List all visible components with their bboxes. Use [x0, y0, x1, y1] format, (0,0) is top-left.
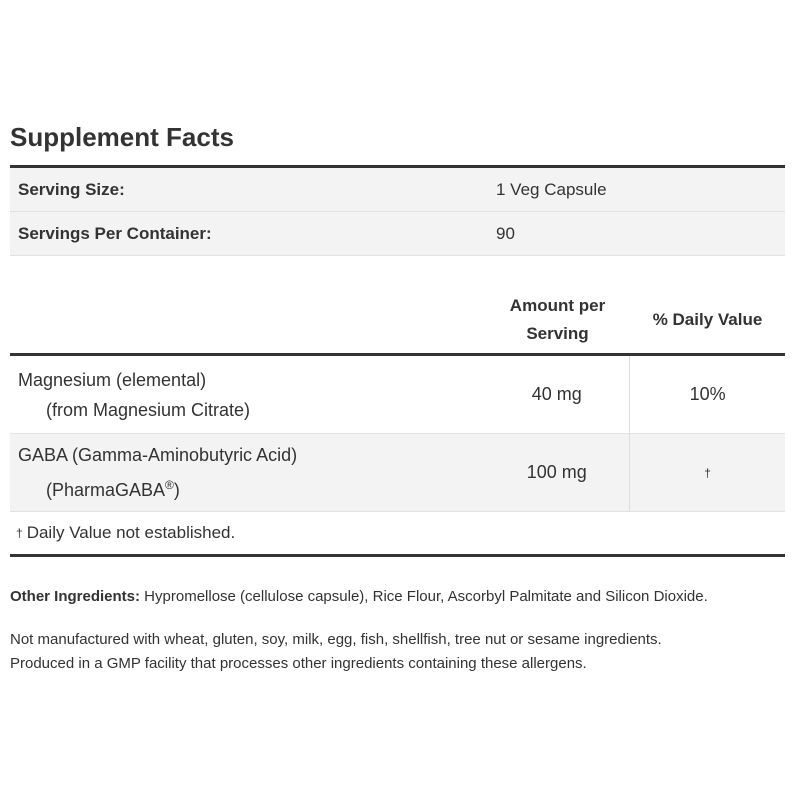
- column-header-row: [10, 286, 785, 353]
- serving-size-label: Serving Size:: [18, 179, 125, 199]
- serving-size-row: [10, 168, 785, 211]
- daily-value-footnote: [10, 512, 785, 554]
- nutrient-name-cell: [10, 434, 484, 511]
- nutrient-row-magnesium: [10, 356, 785, 433]
- nutrient-source: [18, 470, 484, 505]
- nutrient-amount: 40 mg: [531, 384, 582, 404]
- amount-header-line2: Serving: [526, 323, 589, 343]
- amount-column-header: [485, 292, 630, 348]
- nutrient-source-text: (PharmaGABA: [46, 480, 166, 500]
- nutrient-daily-value: †: [629, 434, 785, 511]
- section-spacer: [10, 255, 785, 286]
- nutrient-name: Magnesium (elemental): [18, 369, 207, 390]
- serving-size-value: 1 Veg Capsule: [496, 179, 607, 199]
- nutrient-name: GABA (Gamma-Aminobutyric Acid): [18, 445, 298, 465]
- nutrient-source-close: ): [173, 480, 180, 500]
- daily-value-column-header: % Daily Value: [652, 309, 763, 329]
- nutrient-name-cell: [10, 356, 484, 433]
- dagger-mark: †: [16, 526, 23, 540]
- footnote-text: Daily Value not established.: [26, 523, 236, 542]
- other-ingredients-text: Hypromellose (cellulose capsule), Rice Flour, Ascorbyl Palmitate and Silicon Dioxide.: [140, 588, 708, 605]
- supplement-facts-panel: [10, 120, 785, 557]
- allergen-line1: Not manufactured with wheat, gluten, soy, milk, egg, fish, shellfish, tree nut or sesame ingredients.: [10, 631, 662, 648]
- panel-bottom-divider: [10, 554, 785, 557]
- servings-per-container-row: [10, 212, 785, 255]
- other-ingredients: [10, 586, 790, 608]
- nutrient-amount: 100 mg: [526, 462, 587, 482]
- nutrient-row-gaba: [10, 434, 785, 511]
- allergen-statement: [10, 628, 790, 676]
- other-ingredients-label: Other Ingredients:: [10, 588, 141, 605]
- amount-header-line1: Amount per: [509, 295, 606, 315]
- servings-per-container-value: 90: [496, 223, 515, 243]
- registered-mark: ®: [165, 478, 174, 492]
- panel-title: Supplement Facts: [10, 122, 234, 152]
- nutrient-daily-value: 10%: [629, 356, 785, 433]
- nutrient-source: (from Magnesium Citrate): [46, 399, 251, 420]
- servings-per-container-label: Servings Per Container:: [18, 223, 212, 243]
- allergen-line2: Produced in a GMP facility that processes other ingredients containing these allergens.: [10, 655, 587, 672]
